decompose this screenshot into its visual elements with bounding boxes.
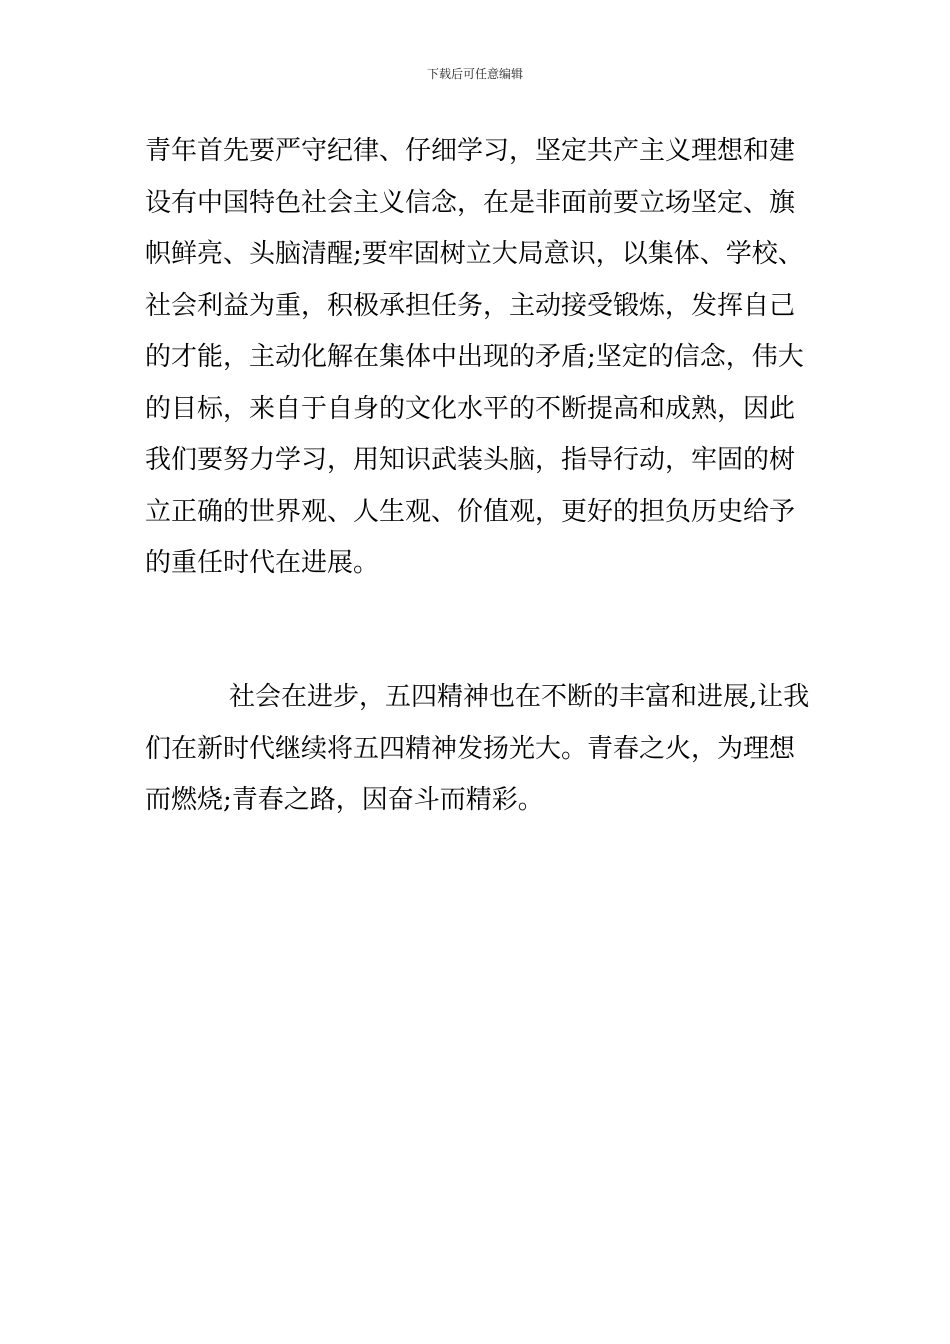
text-line: 而燃烧;青春之路，因奋斗而精彩。 [145, 785, 544, 815]
text-line: 青年首先要严守纪律、仔细学习，坚定共产主义理想和建 [145, 136, 796, 166]
paragraph-1 [145, 126, 807, 590]
text-line: 们在新时代继续将五四精神发扬光大。青春之火，为理想 [145, 733, 796, 764]
text-line: 社会利益为重，积极承担任务，主动接受锻炼，发挥自己 [145, 290, 796, 321]
text-line: 社会在进步，五四精神也在不断的丰富和进展,让我 [229, 682, 810, 712]
paragraph-2 [145, 672, 810, 827]
text-line: 的目标，来自于自身的文化水平的不断提高和成熟，因此 [145, 393, 796, 424]
text-line: 的才能，主动化解在集体中出现的矛盾;坚定的信念，伟大 [145, 342, 804, 372]
text-line: 立正确的世界观、人生观、价值观，更好的担负历史给予 [145, 496, 796, 527]
text-line: 我们要努力学习，用知识武装头脑，指导行动，牢固的树 [145, 445, 796, 475]
page-header: 下载后可任意编辑 [426, 67, 523, 81]
text-line: 的重任时代在进展。 [145, 548, 380, 578]
text-line: 设有中国特色社会主义信念，在是非面前要立场坚定、旗 [145, 187, 796, 218]
text-line: 帜鲜亮、头脑清醒;要牢固树立大局意识，以集体、学校、 [145, 239, 804, 269]
